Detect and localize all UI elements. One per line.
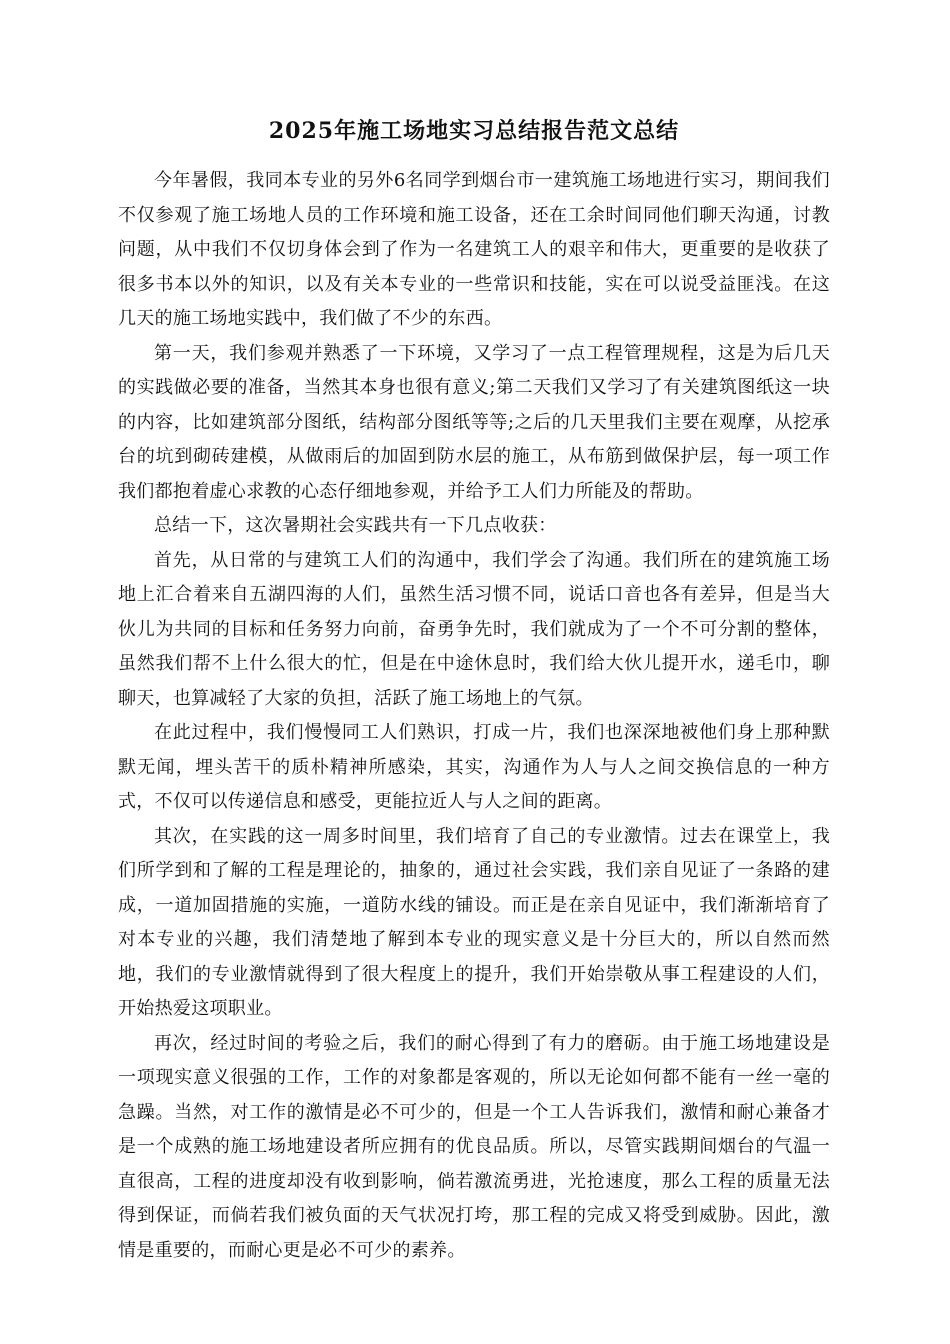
document-title: 2025年施工场地实习总结报告范文总结 xyxy=(268,118,680,144)
paragraph-first-day: 第一天，我们参观并熟悉了一下环境，又学习了一点工程管理规程，这是为后几天的实践做必要的准备，当然其本身也很有意义;第二天我们又学习了有关建筑图纸这一块的内容，比如建筑部分图纸，结构部分图纸等等;之后的几天里我们主要在观摩，从挖承台的坑到砌砖建模，从做雨后的加固到防水层的施工，从布筋到做保护层，每一项工作我们都抱着虚心求教的心态仔细地参观，并给予工人们力所能及的帮助。 xyxy=(118,342,830,502)
paragraph-process: 在此过程中，我们慢慢同工人们熟识，打成一片，我们也深深地被他们身上那种默默无闻，埋头苦干的质朴精神所感染，其实，沟通作为人与人之间交换信息的一种方式，不仅可以传递信息和感受，更能拉近人与人之间的距离。 xyxy=(118,722,830,812)
document-page xyxy=(118,112,830,1268)
paragraph-intro: 今年暑假，我同本专业的另外6名同学到烟台市一建筑施工场地进行实习，期间我们不仅参观了施工场地人员的工作环境和施工设备，还在工余时间同他们聊天沟通，讨教问题，从中我们不仅切身体会到了作为一名建筑工人的艰辛和伟大，更重要的是收获了很多书本以外的知识，以及有关本专业的一些常识和技能，实在可以说受益匪浅。在这几天的施工场地实践中，我们做了不少的东西。 xyxy=(118,170,830,329)
paragraph-communication: 首先，从日常的与建筑工人们的沟通中，我们学会了沟通。我们所在的建筑施工场地上汇合着来自五湖四海的人们，虽然生活习惯不同，说话口音也各有差异，但是当大伙儿为共同的目标和任务努力向前，奋勇争先时，我们就成为了一个不可分割的整体，虽然我们帮不上什么很大的忙，但是在中途休息时，我们给大伙儿提开水，递毛巾，聊聊天，也算减轻了大家的负担，活跃了施工场地上的气氛。 xyxy=(118,549,830,709)
paragraph-passion: 其次，在实践的这一周多时间里，我们培育了自己的专业激情。过去在课堂上，我们所学到和了解的工程是理论的，抽象的，通过社会实践，我们亲自见证了一条路的建成，一道加固措施的实施，一道防水线的铺设。而正是在亲自见证中，我们渐渐培育了对本专业的兴趣，我们清楚地了解到本专业的现实意义是十分巨大的，所以自然而然地，我们的专业激情就得到了很大程度上的提升，我们开始崇敬从事工程建设的人们，开始热爱这项职业。 xyxy=(118,825,830,1019)
paragraph-patience: 再次，经过时间的考验之后，我们的耐心得到了有力的磨砺。由于施工场地建设是一项现实意义很强的工作，工作的对象都是客观的，所以无论如何都不能有一丝一毫的急躁。当然，对工作的激情是必不可少的，但是一个工人告诉我们，激情和耐心兼备才是一个成熟的施工场地建设者所应拥有的优良品质。所以，尽管实践期间烟台的气温一直很高，工程的进度却没有收到影响，倘若激流勇进，光抢速度，那么工程的质量无法得到保证，而倘若我们被负面的天气状况打垮，那工程的完成又将受到威胁。因此，激情是重要的，而耐心更是必不可少的素养。 xyxy=(118,1032,830,1261)
paragraph-summary-lead: 总结一下，这次暑期社会实践共有一下几点收获： xyxy=(154,515,557,536)
